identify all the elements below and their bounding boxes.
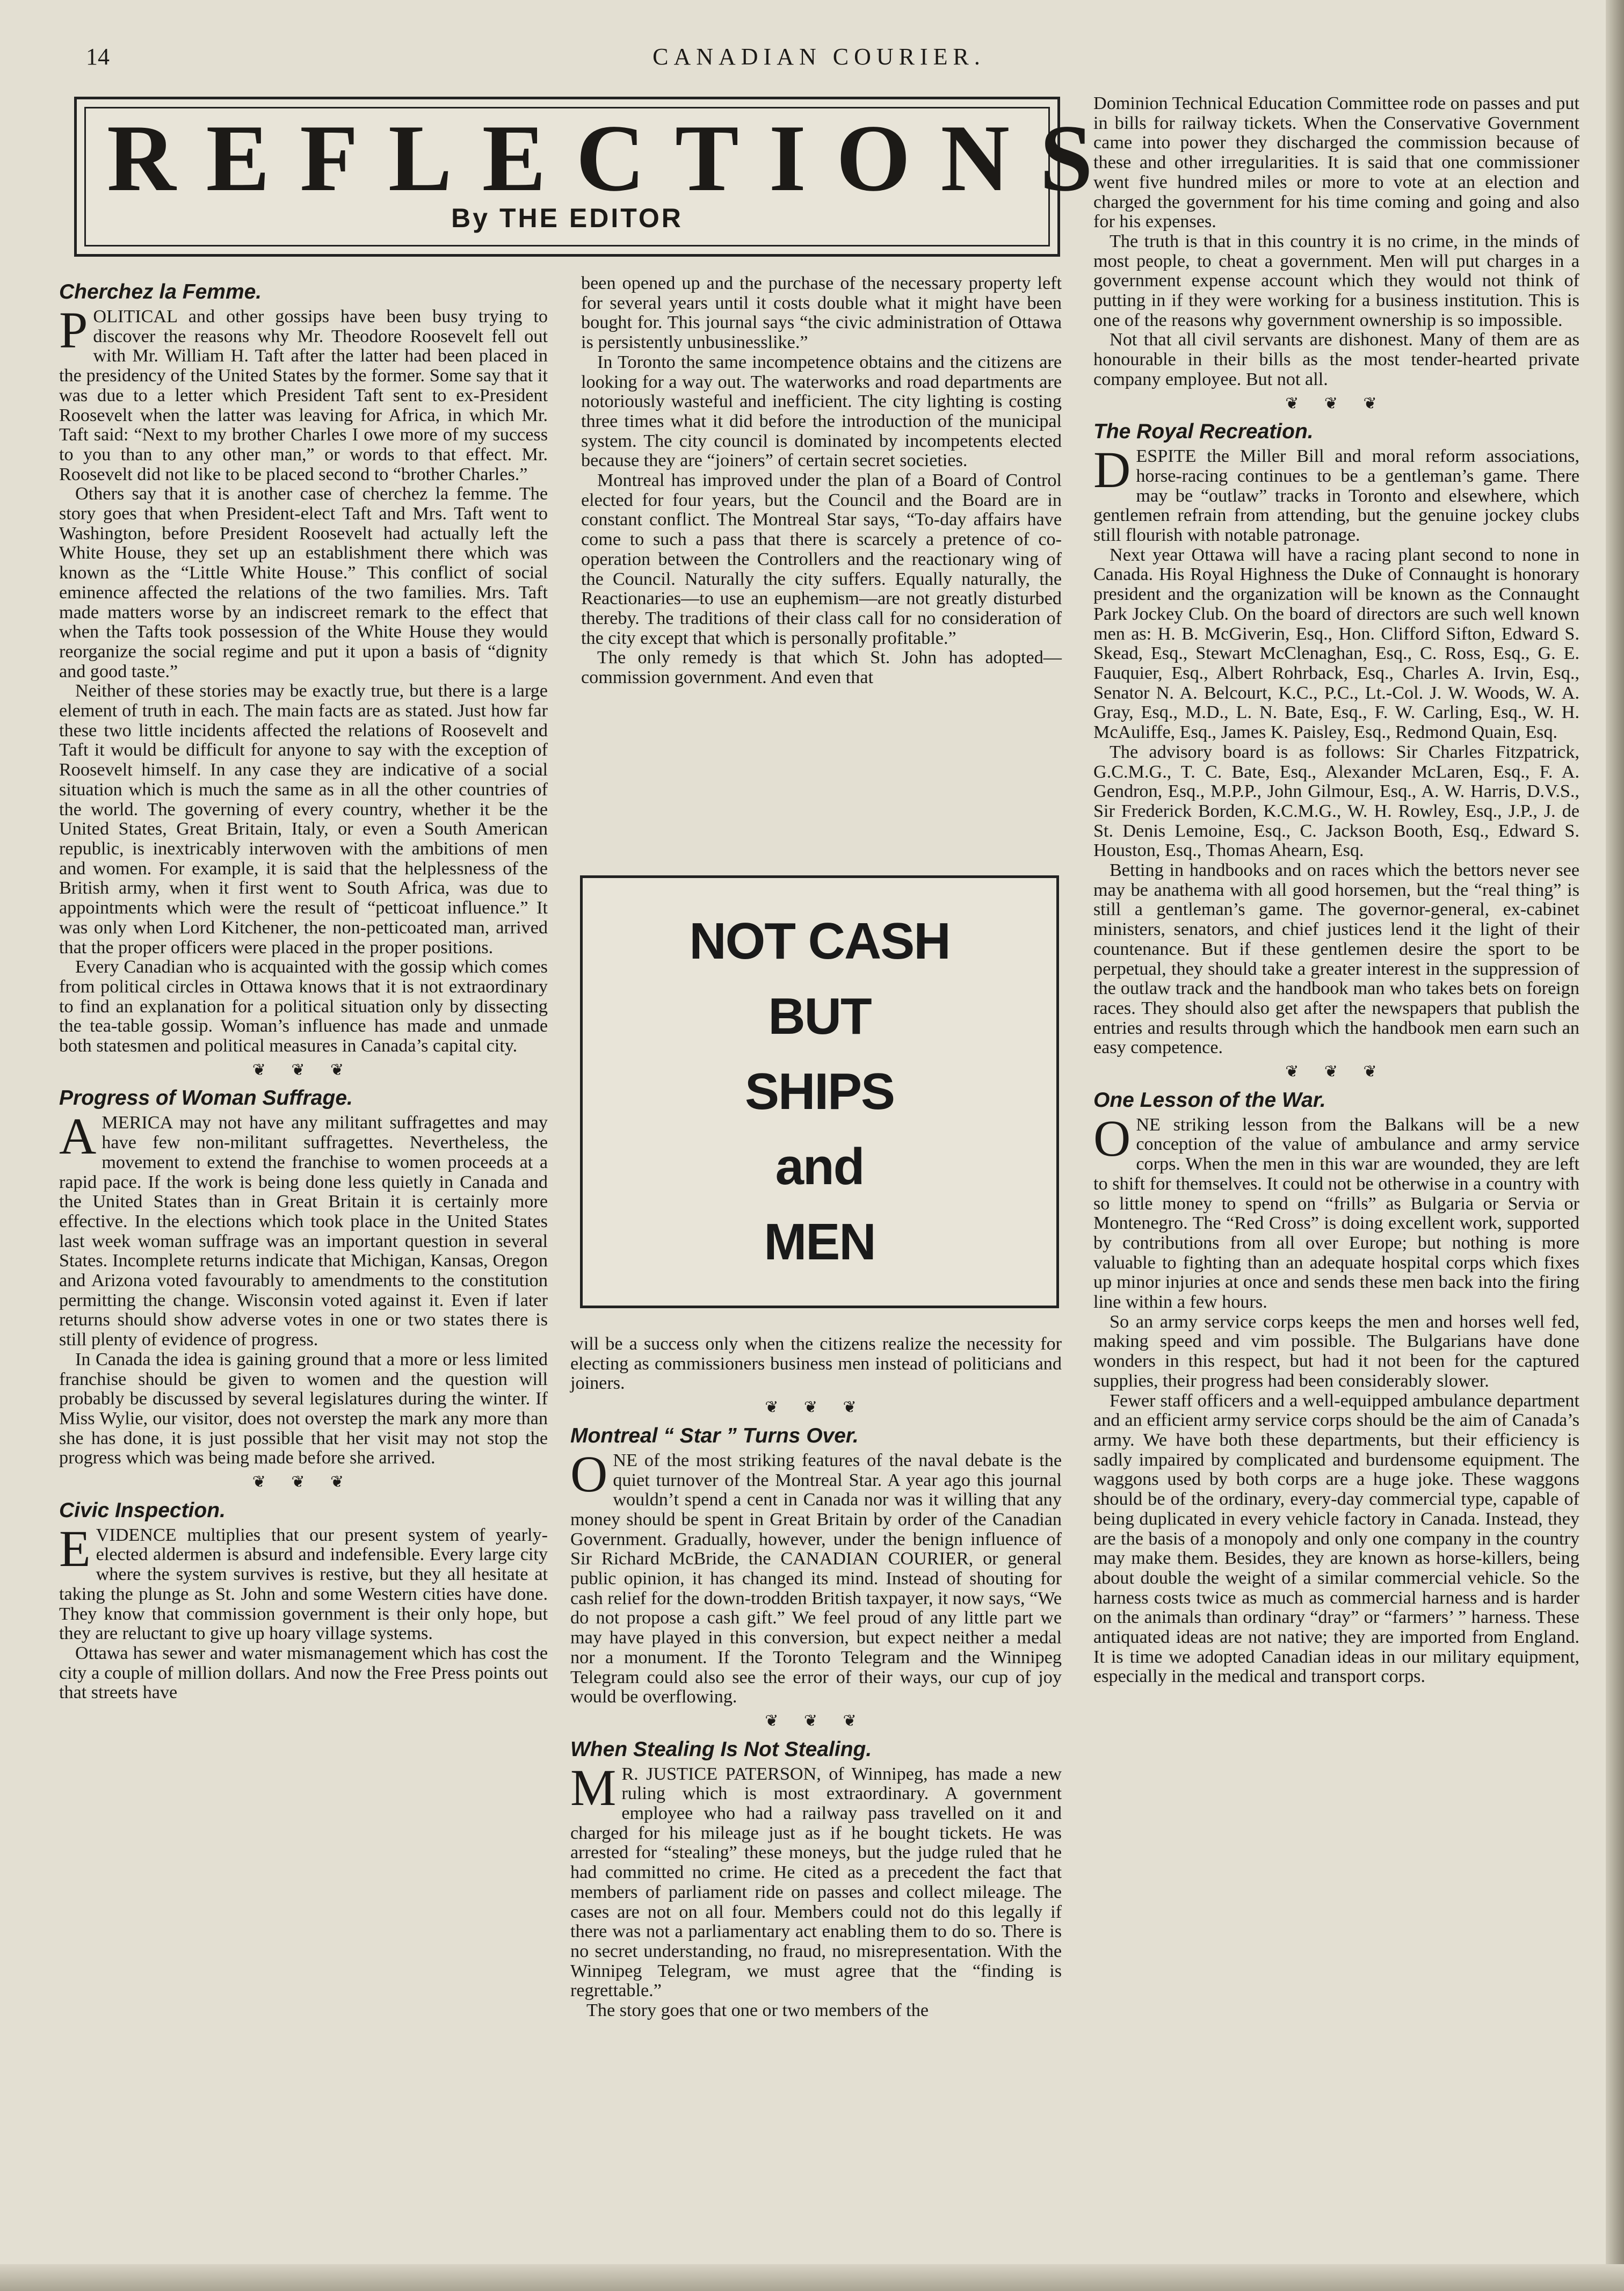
paragraph: The advisory board is as follows: Sir Charles Fitzpatrick, G.C.M.G., T. C. Bate, Esq., Alexander McLaren, Esq., F. A. Gendron, Esq., M.P.P., John Gilmour, Esq., A. W. Harris, D.V.S., Sir Frederick Borden, K.C.M.G., W. H. Rowley, Esq., J.P., J. de St. Denis Lemoine, Esq., C. Jackson Booth, Esq., Edward S. Houston, Esq., Thomas Ahearn, Esq. <box>1093 742 1579 861</box>
running-head: CANADIAN COURIER. <box>653 44 985 70</box>
paragraph: So an army service corps keeps the men and horses well fed, making speed and vim possible. The Bulgarians have done wonders in this respect, but had it not been for the captured supplies, their progress had been considerably slower. <box>1093 1311 1579 1391</box>
masthead-title: REFLECTIONS <box>107 105 1123 211</box>
paragraph: In Toronto the same incompetence obtains and the citizens are looking for a way out. The waterworks and road departments are notoriously wasteful and inefficient. The city lighting is costing three times what it did before the introduction of the municipal system. The city council is dominated by incompetents elected because they are “joiners” of certain secret societies. <box>581 352 1062 471</box>
drop-cap: P <box>59 301 88 359</box>
paragraph: ONE striking lesson from the Balkans will be a new conception of the value of ambulance and army service corps. When the men in this war are wounded, they are left to shift for themselves. It could not be otherwise in a country with so little money to spend on “frills” as Bulgaria or Servia or Montenegro. The “Red Cross” is doing excellent work, supported by contributions from all over Europe; but nothing is more valuable to fighting than an adequate hospital corps which fixes up minor injuries at once and sends these men back into the firing line within a few hours. <box>1093 1109 1579 1313</box>
paragraph: AMERICA may not have any militant suffragettes and may have few non-militant suffragettes. Nevertheless, the movement to extend the franchise to women proceeds at a rapid pace. If the work is being done less quietly in Canada and the United States than in Great Britain it is certainly more effective. In the elections which took place in the United States last week woman suffrage was an important question in several States. Incomplete returns indicate that Michigan, Kansas, Oregon and Arizona voted favourably to amendments to the constitution permitting the change. Wisconsin voted against it. Even if later returns should show adverse votes in one or two states there is still plenty of evidence of progress. <box>59 1107 548 1350</box>
drop-cap: E <box>59 1519 91 1577</box>
masthead <box>74 97 1123 257</box>
ad-line: BUT <box>768 988 871 1045</box>
masthead-byline: By THE EDITOR <box>451 203 683 233</box>
paragraph: The story goes that one or two members of the <box>586 2000 929 2021</box>
paragraph: ONE of the most striking features of the naval debate is the quiet turnover of the Montreal Star. A year ago this journal wouldn’t spend a cent in Canada nor was it willing that any money should be spent in Great Britain by order of the Canadian Government. Gradually, however, under the benign influence of Sir Richard McBride, the CANADIAN COURIER, or general public opinion, it has changed its mind. Instead of shouting for cash relief for the down-trodden British taxpayer, it now says, “We do not propose a cash gift.” We feel proud of any little part we may have played in this conversion, but expect neither a medal nor a monument. If the Toronto Telegram and the Winnipeg Telegram could also see the error of their ways, our cup of joy would be overflowing. <box>570 1445 1062 1707</box>
paragraph: EVIDENCE multiplies that our present system of yearly-elected aldermen is absurd and indefensible. Every large city where the system survives is restive, but they all hesitate at taking the plunge as St. John and some Western cities have done. They know that commission government is their only hope, but they are reluctant to give up hoary village systems. <box>59 1519 548 1644</box>
section-ornament: ❦ ❦ ❦ <box>252 1061 355 1079</box>
paragraph: DESPITE the Miller Bill and moral reform associations, horse-racing continues to be a gentleman’s game. There may be “outlaw” tracks in Toronto and elsewhere, which gentlemen refrain from attending, but the genuine jockey clubs still flourish with notable patronage. <box>1093 441 1579 546</box>
column-2-bottom <box>570 1335 1062 2021</box>
paragraph: Dominion Technical Education Committee rode on passes and put in bills for railway tickets. When the Conservative Government came into power they discharged the commission because of these and other irregularities. It is said that one commissioner went five hundred miles or more to vote at an election and charged the government for his time coming and going and also for his expenses. <box>1093 93 1579 232</box>
paragraph: POLITICAL and other gossips have been busy trying to discover the reasons why Mr. Theodore Roosevelt fell out with Mr. William H. Taft after the latter had been placed in the presidency of the United States by the former. Some say that it was due to a letter which President Taft sent to ex-President Roosevelt when the latter was leaving for Africa, in which Mr. Taft said: “Next to my brother Charles I owe more of my success to you than to any other man,” or words to that effect. Mr. Roosevelt did not like to be placed second to “brother Charles.” <box>59 301 548 484</box>
drop-cap: O <box>1093 1109 1131 1167</box>
paragraph: The truth is that in this country it is no crime, in the minds of most people, to cheat a government. Men will put charges in a government expense account which they would not think of putting in if they were working for a business institution. This is one of the reasons why government ownership is so impossible. <box>1093 231 1579 330</box>
column-2-top <box>581 274 1062 688</box>
section-ornament: ❦ ❦ ❦ <box>252 1473 355 1491</box>
section-ornament: ❦ ❦ ❦ <box>765 1398 867 1417</box>
section-ornament: ❦ ❦ ❦ <box>1285 1063 1388 1081</box>
page-binding-edge <box>1606 0 1624 2291</box>
paragraph: Others say that it is another case of cherchez la femme. The story goes that when President-elect Taft and Mrs. Taft went to Washington, before President Roosevelt had actually left the White House, they set up an establishment there which was known as the “Little White House.” This conflict of social eminence affected the relations of the two families. Mrs. Taft made matters worse by an indiscreet remark to the effect that when the Tafts took possession of the White House they would reorganize the social regime and put it upon a basis of “dignity and good taste.” <box>59 484 548 682</box>
paragraph: Fewer staff officers and a well-equipped ambulance department and an efficient army service corps should be the aim of Canada’s army. We have both these departments, but their efficiency is sadly impaired by complicated and burdensome equipment. The waggons used by both corps are a huge joke. These waggons should be of the ordinary, every-day commercial type, capable of being duplicated in every vehicle factory in Canada. Instead, they are the basis of a monopoly and only one company in the country may make them. Besides, they are known as horse-killers, being about double the weight of a similar commercial vehicle. So the harness costs twice as much as commercial harness and is harder on the animals than ordinary “dray” or “farmers’ ” harness. These antiquated ideas are not native; they are imported from England. It is time we adopted Canadian ideas in our military equipment, especially in the medical and transport corps. <box>1093 1390 1579 1687</box>
section-heading: One Lesson of the War. <box>1093 1088 1326 1112</box>
section-heading: Cherchez la Femme. <box>59 280 262 303</box>
paragraph: will be a success only when the citizens realize the necessity for electing as commissioners business men instead of politicians and joiners. <box>570 1334 1062 1394</box>
paragraph: Not that all civil servants are dishonest. Many of them are as honourable in their bills as the most tender-hearted private company employee. But not all. <box>1093 330 1579 389</box>
section-heading: Montreal “ Star ” Turns Over. <box>570 1424 859 1447</box>
column-3 <box>1093 94 1579 1687</box>
section-heading: The Royal Recreation. <box>1093 420 1314 444</box>
section-ornament: ❦ ❦ ❦ <box>765 1712 867 1730</box>
paragraph: Betting in handbooks and on races which the bettors never see may be anathema with all good horsemen, but the “real thing” is still a gentleman’s game. The governor-general, ex-cabinet ministers, senators, and chief justices lend it the light of their countenance. But if these gentlemen desire the sport to be perpetual, they should take a greater interest in the suppression of the outlaw track and the handbook man who takes bets on foreign races. They should also get after the newspapers that publish the entries and results through which the handbook men earn such an easy competence. <box>1093 860 1579 1058</box>
paragraph: Neither of these stories may be exactly true, but there is a large element of truth in each. The main facts are as stated. Just how far these two little incidents affected the relations of Roosevelt and Taft it would be difficult for anyone to say with the exception of Roosevelt himself. In any case they are indicative of a social situation which is much the same as in all the other countries of the world. The governing of every country, whether it be the United States, Great Britain, Italy, or even a South American republic, is inextricably interwoven with the ambitions of men and women. For example, it is said that the helplessness of the British army, when it first went to South Africa, was due to appointments which were the result of “petticoat influence.” It was only when Lord Kitchener, the non-petticoated man, arrived that the proper officers were placed in the proper positions. <box>59 681 548 958</box>
advertisement-box <box>580 875 1059 1308</box>
paragraph: The only remedy is that which St. John has adopted—commission government. And even that <box>581 648 1062 688</box>
ad-line: MEN <box>764 1213 875 1271</box>
section-heading: When Stealing Is Not Stealing. <box>570 1737 872 1761</box>
section-heading: Progress of Woman Suffrage. <box>59 1086 353 1110</box>
paragraph: been opened up and the purchase of the necessary property left for several years until it costs double what it might have been bought for. This journal says “the civic administration of Ottawa is persistently unbusinesslike.” <box>581 273 1062 353</box>
section-heading: Civic Inspection. <box>59 1498 226 1522</box>
paragraph: Ottawa has sewer and water mismanagement which has cost the city a couple of million dollars. And now the Free Press points out that streets have <box>59 1643 548 1703</box>
drop-cap: O <box>570 1445 608 1503</box>
drop-cap: M <box>570 1758 617 1816</box>
paragraph: Next year Ottawa will have a racing plant second to none in Canada. His Royal Highness the Duke of Connaught is honorary president and the organization will be known as the Connaught Park Jockey Club. On the board of directors are such well known men as: H. B. McGiverin, Esq., Hon. Clifford Sifton, Edward S. Skead, Esq., Stewart McClenaghan, Esq., C. Ross, Esq., G. E. Fauquier, Esq., Albert Rohrback, Esq., Charles A. Irvin, Esq., Senator N. A. Belcourt, K.C., P.C., Lt.-Col. J. W. Woods, W. A. Gray, Esq., M.D., L. N. Bate, Esq., F. W. Carling, Esq., W. H. McAuliffe, Esq., James K. Paisley, Esq., Redmond Quain, Esq. <box>1093 545 1579 743</box>
section-ornament: ❦ ❦ ❦ <box>1285 394 1388 412</box>
ad-line: NOT CASH <box>689 912 950 970</box>
paragraph: Every Canadian who is acquainted with the gossip which comes from political circles in Ottawa knows that it is not extraordinary to find an explanation for a political situation only by dissecting the tea-table gossip. Woman’s influence has made and unmade both statesmen and political measures in Canada’s capital city. <box>59 957 548 1056</box>
paragraph: M R. JUSTICE PATERSON, of Winnipeg, has made a new ruling which is most extraordinary. A government employee who had a railway pass travelled on it and charged for his mileage just as if he bought tickets. He was arrested for “stealing” these moneys, but the judge ruled that he had committed no crime. He cited as a precedent the fact that members of parliament ride on passes and collect mileage. The cases are not on all four. Members could not do this legally if there was not a parliamentary act enabling them to do so. There is no secret understanding, no fraud, no misrepresentation. With the Winnipeg Telegram, we must agree that the “finding is regrettable.” <box>570 1758 1062 2001</box>
paragraph: In Canada the idea is gaining ground that a more or less limited franchise should be given to women and the question will probably be discussed by several legislatures during the winter. If Miss Wylie, our visitor, does not overstep the mark any more than she has done, it is just possible that her visit may not stop the progress which was being made before she arrived. <box>59 1349 548 1468</box>
column-1 <box>59 274 548 1703</box>
drop-cap: D <box>1093 441 1131 499</box>
ad-line: SHIPS <box>744 1063 895 1120</box>
page-bottom-edge <box>0 2264 1624 2291</box>
ad-line: and <box>775 1138 864 1195</box>
drop-cap: A <box>59 1107 97 1165</box>
page-number: 14 <box>86 44 110 70</box>
paragraph: Montreal has improved under the plan of a Board of Control elected for four years, but the Council and the Board are in constant conflict. The Montreal Star says, “To-day affairs have come to such a pass that there is scarcely a pretence of co-operation between the Controllers and the reactionary wing of the Council. Naturally the city suffers. Equally naturally, the Reactionaries—to use an euphemism—are not greatly disturbed thereby. The traditions of their class call for no consideration of the city except that which is personally profitable.” <box>581 470 1062 648</box>
